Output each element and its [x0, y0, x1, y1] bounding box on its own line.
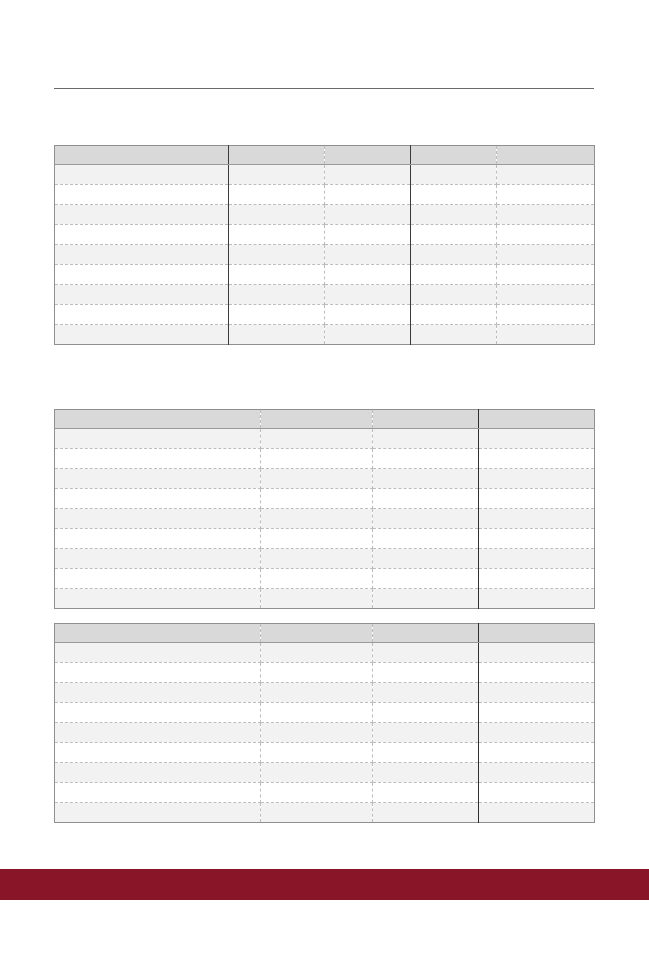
table-row: [55, 763, 595, 783]
table-cell: [411, 205, 497, 225]
table-cell: [325, 225, 411, 245]
table-cell: [261, 663, 373, 683]
table-cell: [261, 643, 373, 663]
table-cell: [373, 803, 479, 823]
table-row: [55, 743, 595, 763]
table-cell: [261, 589, 373, 609]
table-cell: [55, 589, 261, 609]
table-cell: [373, 549, 479, 569]
spec-table-2: [54, 409, 595, 609]
table-cell: [55, 449, 261, 469]
table-row: [55, 165, 595, 185]
table-row: [55, 185, 595, 205]
table-cell: [497, 285, 595, 305]
table-cell: [373, 469, 479, 489]
table-header-row: [55, 146, 595, 165]
table-cell: [55, 703, 261, 723]
table-cell: [325, 285, 411, 305]
table-cell: [373, 703, 479, 723]
header-cell: [373, 624, 479, 643]
table-cell: [479, 683, 595, 703]
table-cell: [497, 165, 595, 185]
table-cell: [229, 305, 325, 325]
header-cell: [229, 146, 325, 165]
table-cell: [55, 205, 229, 225]
header-cell: [497, 146, 595, 165]
table-cell: [261, 683, 373, 703]
table-cell: [373, 723, 479, 743]
table-cell: [479, 783, 595, 803]
table-cell: [261, 429, 373, 449]
table-cell: [479, 489, 595, 509]
table-cell: [55, 225, 229, 245]
table-cell: [229, 285, 325, 305]
table-cell: [479, 589, 595, 609]
table-cell: [55, 165, 229, 185]
table-cell: [261, 743, 373, 763]
table-cell: [479, 549, 595, 569]
table-cell: [55, 469, 261, 489]
table-cell: [55, 285, 229, 305]
table-cell: [55, 683, 261, 703]
table-cell: [55, 489, 261, 509]
table-header-row: [55, 410, 595, 429]
table-row: [55, 469, 595, 489]
spec-table-3: [54, 623, 595, 823]
table-cell: [411, 225, 497, 245]
table-cell: [373, 489, 479, 509]
table-cell: [479, 663, 595, 683]
table-cell: [497, 305, 595, 325]
table-cell: [497, 325, 595, 345]
header-cell: [261, 624, 373, 643]
table-cell: [261, 469, 373, 489]
table-cell: [479, 569, 595, 589]
table-cell: [373, 569, 479, 589]
table-row: [55, 703, 595, 723]
table-cell: [373, 743, 479, 763]
table-row: [55, 325, 595, 345]
table-cell: [55, 663, 261, 683]
table-cell: [479, 509, 595, 529]
table-cell: [411, 325, 497, 345]
table-cell: [229, 265, 325, 285]
table-cell: [479, 429, 595, 449]
table-cell: [411, 265, 497, 285]
header-cell: [373, 410, 479, 429]
table-cell: [411, 185, 497, 205]
table-cell: [55, 305, 229, 325]
table-cell: [55, 429, 261, 449]
table-cell: [55, 569, 261, 589]
table-cell: [55, 643, 261, 663]
header-cell: [411, 146, 497, 165]
table-cell: [373, 509, 479, 529]
table-cell: [55, 325, 229, 345]
table-cell: [55, 265, 229, 285]
table-row: [55, 643, 595, 663]
table-row: [55, 569, 595, 589]
table-cell: [261, 703, 373, 723]
table-cell: [229, 325, 325, 345]
table-cell: [229, 245, 325, 265]
table-cell: [325, 205, 411, 225]
table-cell: [373, 783, 479, 803]
table-cell: [373, 589, 479, 609]
table-row: [55, 803, 595, 823]
table-cell: [497, 185, 595, 205]
table-cell: [55, 185, 229, 205]
table-cell: [229, 165, 325, 185]
table-cell: [55, 723, 261, 743]
table-row: [55, 549, 595, 569]
table-cell: [55, 803, 261, 823]
table-row: [55, 245, 595, 265]
table-header-row: [55, 624, 595, 643]
table-cell: [261, 489, 373, 509]
table-cell: [261, 509, 373, 529]
table-cell: [55, 763, 261, 783]
header-cell: [55, 624, 261, 643]
table-cell: [261, 803, 373, 823]
header-cell: [479, 410, 595, 429]
table-cell: [373, 763, 479, 783]
table-cell: [229, 205, 325, 225]
table-cell: [261, 763, 373, 783]
table-cell: [479, 723, 595, 743]
table-cell: [55, 529, 261, 549]
table-row: [55, 683, 595, 703]
table-cell: [55, 783, 261, 803]
table-cell: [411, 165, 497, 185]
table-cell: [229, 185, 325, 205]
table-cell: [479, 803, 595, 823]
table-cell: [479, 469, 595, 489]
table-cell: [261, 723, 373, 743]
table-cell: [497, 265, 595, 285]
footer-bar: [0, 869, 649, 900]
table-row: [55, 589, 595, 609]
header-cell: [261, 410, 373, 429]
table-row: [55, 529, 595, 549]
table-row: [55, 225, 595, 245]
table-cell: [325, 325, 411, 345]
table-cell: [55, 743, 261, 763]
table-cell: [325, 305, 411, 325]
table-cell: [373, 683, 479, 703]
table-cell: [261, 449, 373, 469]
table-cell: [229, 225, 325, 245]
table-cell: [325, 245, 411, 265]
table-row: [55, 663, 595, 683]
table-cell: [411, 305, 497, 325]
table-cell: [261, 529, 373, 549]
table-cell: [55, 549, 261, 569]
header-cell: [325, 146, 411, 165]
table-row: [55, 265, 595, 285]
spec-table-1: [54, 145, 595, 345]
table-row: [55, 429, 595, 449]
table-cell: [497, 205, 595, 225]
table-row: [55, 205, 595, 225]
header-cell: [479, 624, 595, 643]
table-cell: [55, 509, 261, 529]
header-cell: [55, 410, 261, 429]
table-cell: [497, 225, 595, 245]
table-cell: [411, 285, 497, 305]
table-cell: [479, 763, 595, 783]
table-cell: [479, 743, 595, 763]
table-cell: [373, 429, 479, 449]
top-divider: [54, 88, 594, 89]
table-row: [55, 783, 595, 803]
table-row: [55, 509, 595, 529]
table-row: [55, 449, 595, 469]
table-cell: [479, 643, 595, 663]
table-cell: [479, 449, 595, 469]
table-cell: [373, 643, 479, 663]
table-cell: [325, 265, 411, 285]
table-cell: [373, 529, 479, 549]
table-cell: [325, 185, 411, 205]
table-cell: [479, 703, 595, 723]
header-cell: [55, 146, 229, 165]
table-cell: [373, 449, 479, 469]
table-row: [55, 489, 595, 509]
table-cell: [55, 245, 229, 265]
table-cell: [373, 663, 479, 683]
table-cell: [479, 529, 595, 549]
table-cell: [261, 549, 373, 569]
table-cell: [497, 245, 595, 265]
table-cell: [261, 569, 373, 589]
table-cell: [325, 165, 411, 185]
table-cell: [261, 783, 373, 803]
table-row: [55, 285, 595, 305]
table-row: [55, 723, 595, 743]
table-row: [55, 305, 595, 325]
table-cell: [411, 245, 497, 265]
